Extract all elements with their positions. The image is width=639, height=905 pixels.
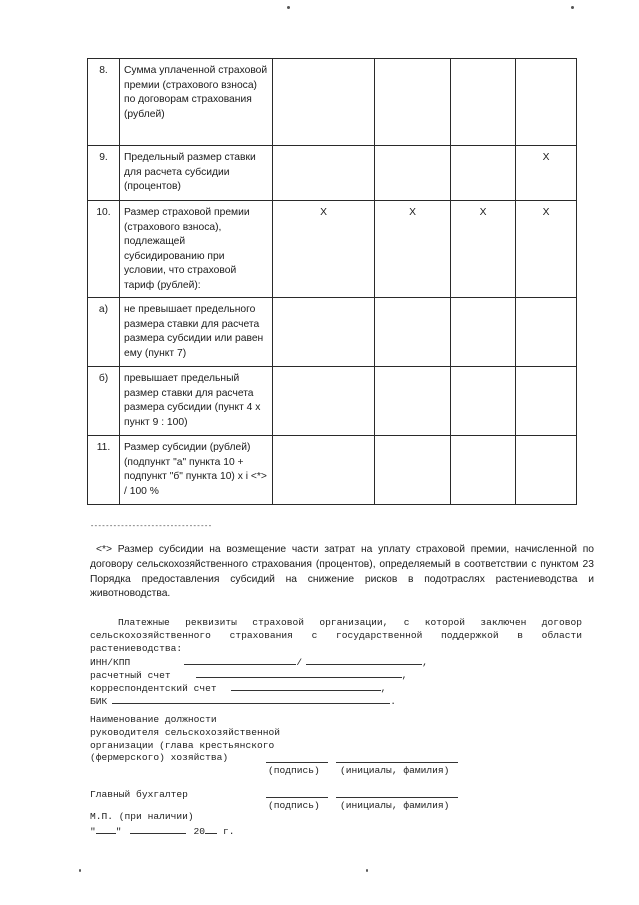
scan-speck	[79, 869, 81, 872]
inn-field[interactable]	[184, 655, 296, 665]
year-suffix: г.	[223, 826, 235, 837]
head-position-line-2: руководителя сельскохозяйственной	[90, 727, 280, 738]
value-cell	[273, 367, 375, 436]
stamp-label: М.П. (при наличии)	[90, 811, 194, 822]
value-cell: X	[375, 201, 451, 298]
row-number: 11.	[88, 436, 120, 505]
inn-kpp-label: ИНН/КПП	[90, 657, 131, 668]
head-position-line-1: Наименование должности	[90, 714, 217, 725]
row-description: Предельный размер ставки для расчета субсидии (процентов)	[120, 146, 273, 201]
value-cell	[375, 367, 451, 436]
row-number: 10.	[88, 201, 120, 298]
signature-caption: (подпись)	[268, 800, 320, 811]
name-caption: (инициалы, фамилия)	[340, 765, 450, 776]
value-cell	[375, 436, 451, 505]
value-cell	[273, 436, 375, 505]
account-label: расчетный счет	[90, 670, 171, 681]
signature-caption: (подпись)	[268, 765, 320, 776]
kpp-field[interactable]	[306, 655, 422, 665]
value-cell: X	[273, 201, 375, 298]
table-row	[88, 298, 577, 367]
head-name-field[interactable]	[336, 762, 458, 763]
scan-speck	[287, 6, 290, 9]
row-number: 8.	[88, 59, 120, 146]
payment-details-intro: Платежные реквизиты страховой организации, с которой заключен договор сельскохозяйственного страхования с государственной поддержкой в области растениеводства:	[90, 617, 582, 655]
bik-label: БИК	[90, 696, 108, 707]
table-row	[88, 436, 577, 505]
scan-speck	[571, 6, 574, 9]
chief-accountant-label: Главный бухгалтер	[90, 789, 188, 800]
row-description: Размер субсидии (рублей) (подпункт "а" пункта 10 + подпункт "б" пункта 10) x i <*> / 100 %	[120, 436, 273, 505]
row-description: не превышает предельного размера ставки для расчета размера субсидии или равен ему (пункт 7)	[120, 298, 273, 367]
date-line	[90, 824, 235, 837]
value-cell	[451, 298, 516, 367]
corr-account-line	[90, 681, 386, 694]
value-cell	[451, 59, 516, 146]
scan-speck	[366, 869, 368, 872]
head-position-line-4: (фермерского) хозяйства)	[90, 752, 229, 763]
value-cell	[273, 59, 375, 146]
row-description: Размер страховой премии (страхового взноса), подлежащей субсидированию при условии, что страховой тариф (рублей):	[120, 201, 273, 298]
footnote-text: <*> Размер субсидии на возмещение части затрат на уплату страховой премии, начисленной по договору сельскохозяйственного страхования (процентов), определяемый в соответствии с пунктом 23 Порядка предоставления субсидий на снижение рисков в подотраслях растениеводства и животноводства.	[90, 544, 594, 600]
accountant-signature-field[interactable]	[266, 797, 328, 798]
comma: ,	[422, 657, 428, 668]
dot: .	[390, 696, 397, 707]
value-cell	[273, 146, 375, 201]
slash: /	[296, 657, 303, 668]
value-cell	[451, 146, 516, 201]
month-field[interactable]	[130, 824, 186, 834]
row-number: 9.	[88, 146, 120, 201]
value-cell: X	[451, 201, 516, 298]
head-position-line-3: организации (глава крестьянского	[90, 740, 275, 751]
value-cell: X	[516, 201, 577, 298]
head-signature-field[interactable]	[266, 762, 328, 763]
value-cell	[516, 436, 577, 505]
account-line	[90, 668, 407, 681]
table-row	[88, 201, 577, 298]
comma: ,	[401, 670, 408, 681]
value-cell	[375, 59, 451, 146]
table-row	[88, 367, 577, 436]
corr-account-label: корреспондентский счет	[90, 683, 217, 694]
value-cell	[516, 59, 577, 146]
year-prefix: 20	[193, 826, 206, 837]
row-number: б)	[88, 367, 120, 436]
footnote-rule: --------------------------------	[90, 523, 212, 531]
value-cell	[273, 298, 375, 367]
value-cell	[451, 367, 516, 436]
value-cell	[375, 146, 451, 201]
comma: ,	[380, 683, 387, 694]
table-row	[88, 146, 577, 201]
day-field[interactable]	[96, 824, 116, 834]
corr-account-field[interactable]	[231, 681, 381, 691]
year-field[interactable]	[205, 824, 217, 834]
row-description: превышает предельный размер ставки для расчета размера субсидии (пункт 4 x пункт 9 : 100)	[120, 367, 273, 436]
value-cell	[375, 298, 451, 367]
accountant-name-field[interactable]	[336, 797, 458, 798]
row-number: а)	[88, 298, 120, 367]
value-cell	[516, 367, 577, 436]
value-cell	[516, 298, 577, 367]
value-cell: X	[516, 146, 577, 201]
close-quote: "	[115, 826, 122, 837]
row-description: Сумма уплаченной страховой премии (страхового взноса) по договорам страхования (рублей)	[120, 59, 273, 146]
bik-field[interactable]	[112, 694, 390, 704]
subsidy-calculation-table	[87, 58, 577, 505]
bik-line	[90, 694, 396, 707]
name-caption: (инициалы, фамилия)	[340, 800, 450, 811]
inn-kpp-line	[90, 655, 428, 668]
value-cell	[451, 436, 516, 505]
table-row	[88, 59, 577, 146]
account-field[interactable]	[196, 668, 402, 678]
open-quote: "	[90, 826, 96, 837]
